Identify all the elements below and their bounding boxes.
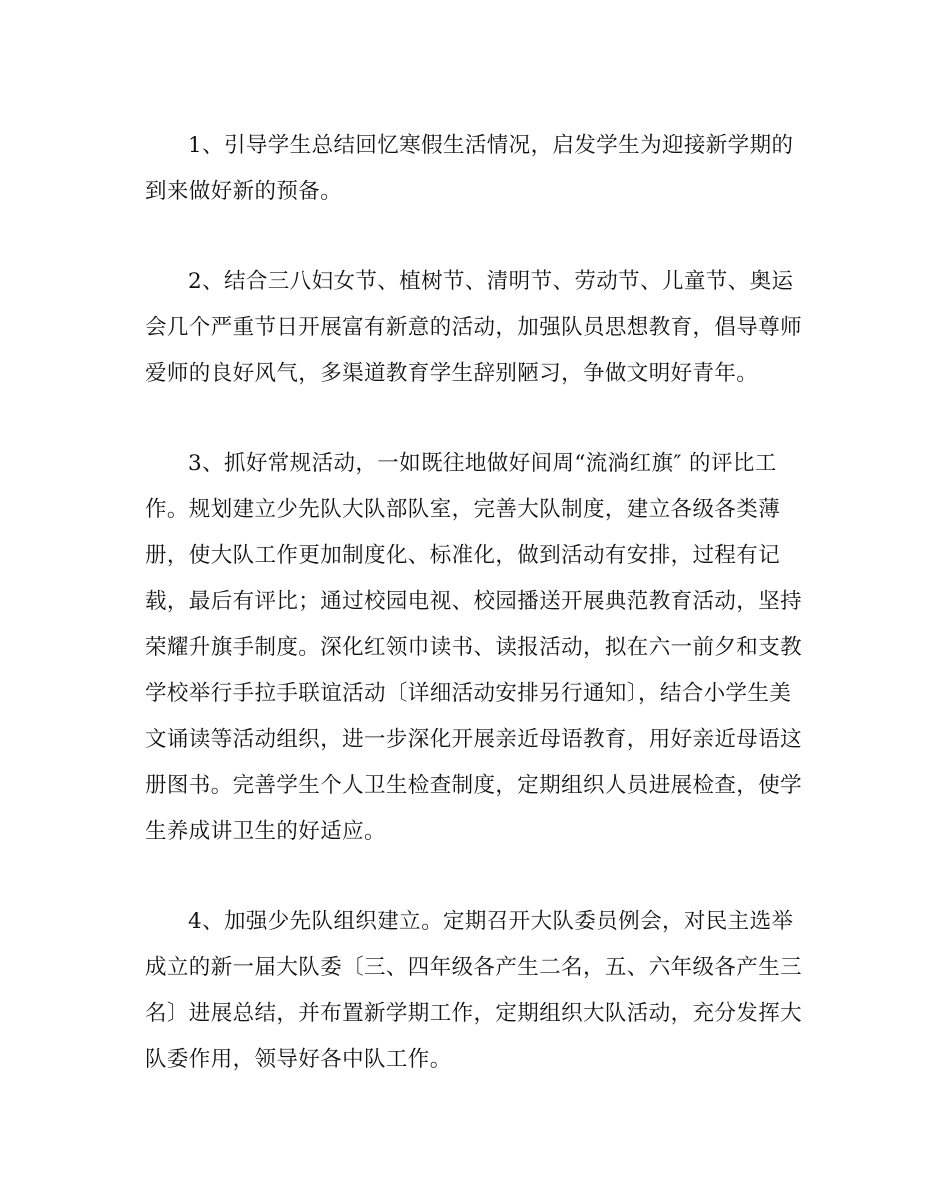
paragraph-4 bbox=[145, 899, 810, 1083]
text-line: 荣耀升旗手制度。深化红领巾读书、读报活动，拟在六一前夕和支教 bbox=[145, 635, 803, 660]
text-line: 名〕进展总结，并布置新学期工作，定期组织大队活动，充分发挥大 bbox=[145, 1001, 803, 1026]
text-line: 学校举行手拉手联谊活动〔详细活动安排另行通知〕，结合小学生美 bbox=[145, 681, 792, 706]
text-line: 1、引导学生总结回忆寒假生活情况，启发学生为迎接新学期的 bbox=[188, 133, 794, 158]
text-line: 载，最后有评比；通过校园电视、校园播送开展典范教育活动，坚持 bbox=[145, 589, 803, 614]
text-line: 文诵读等活动组织，进一步深化开展亲近母语教育，用好亲近母语这 bbox=[145, 727, 803, 752]
paragraph-3 bbox=[145, 441, 810, 855]
text-line: 生养成讲卫生的好适应。 bbox=[145, 819, 386, 844]
text-line: 会几个严重节日开展富有新意的活动，加强队员思想教育，倡导尊师 bbox=[145, 315, 803, 340]
text-line: 2、结合三八妇女节、植树节、清明节、劳动节、儿童节、奥运 bbox=[188, 269, 794, 294]
text-line: 4、加强少先队组织建立。定期召开大队委员例会，对民主选举 bbox=[188, 909, 794, 934]
text-line: 3、抓好常规活动，一如既往地做好间周“流淌红旗″ 的评比工 bbox=[188, 451, 777, 476]
paragraph-2 bbox=[145, 259, 810, 397]
text-line: 爱师的良好风气，多渠道教育学生辞别陋习，争做文明好青年。 bbox=[145, 361, 759, 386]
text-line: 成立的新一届大队委〔三、四年级各产生二名，五、六年级各产生三 bbox=[145, 955, 803, 980]
text-line: 册图书。完善学生个人卫生检查制度，定期组织人员进展检查，使学 bbox=[145, 773, 803, 798]
text-line: 作。规划建立少先队大队部队室，完善大队制度，建立各级各类薄 bbox=[145, 497, 781, 522]
text-line: 到来做好新的预备。 bbox=[145, 179, 343, 204]
text-line: 册，使大队工作更加制度化、标准化，做到活动有安排，过程有记 bbox=[145, 543, 781, 568]
paragraph-1 bbox=[145, 123, 810, 215]
document-body bbox=[145, 123, 810, 1127]
text-line: 队委作用，领导好各中队工作。 bbox=[145, 1047, 452, 1072]
